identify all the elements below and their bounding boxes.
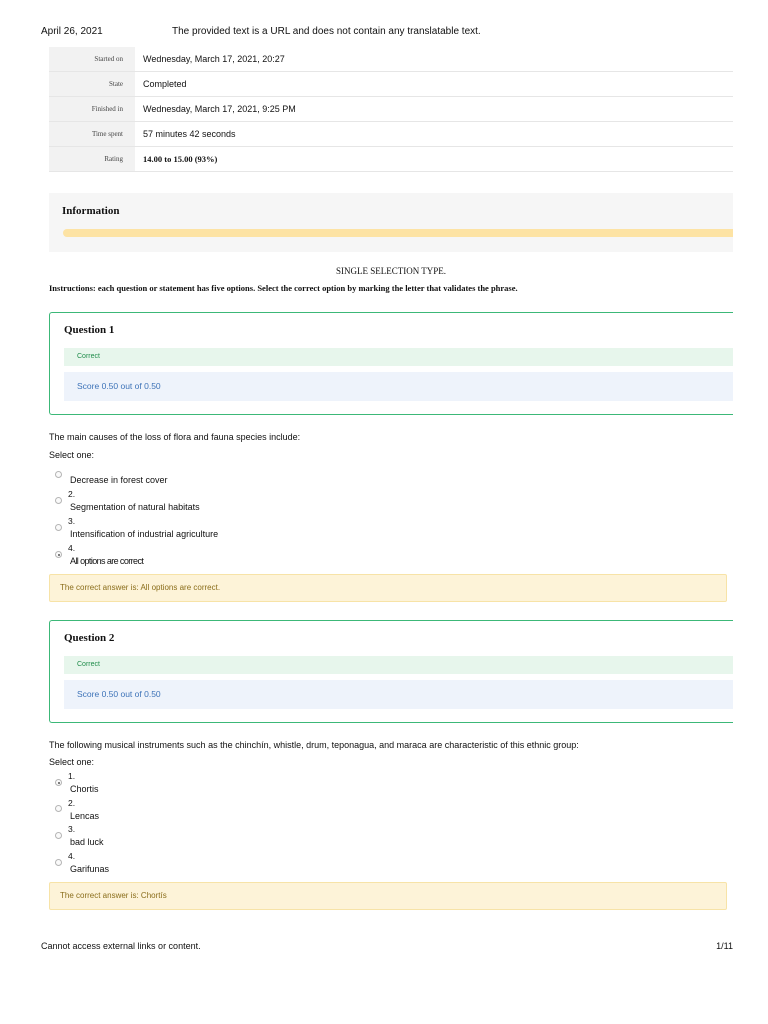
summary-value: Wednesday, March 17, 2021, 20:27 xyxy=(135,47,733,72)
question-2-card xyxy=(49,620,733,723)
option-label: Chortis xyxy=(70,784,99,794)
question-state-badge: Correct xyxy=(64,656,733,674)
option-radio-selected[interactable] xyxy=(55,551,62,558)
option-radio[interactable] xyxy=(55,805,62,812)
header-note: The provided text is a URL and does not contain any translatable text. xyxy=(172,26,481,37)
summary-label: State xyxy=(49,72,135,97)
option-radio[interactable] xyxy=(55,859,62,866)
option-number: 2. xyxy=(68,798,76,808)
information-highlight-bar xyxy=(63,229,733,237)
option-radio[interactable] xyxy=(55,524,62,531)
summary-label: Started on xyxy=(49,47,135,72)
summary-label: Time spent xyxy=(49,122,135,147)
question-score: Score 0.50 out of 0.50 xyxy=(64,680,733,709)
summary-label: Finished in xyxy=(49,97,135,122)
information-title: Information xyxy=(62,205,120,217)
attempt-summary-table xyxy=(49,47,733,172)
option-label: Segmentation of natural habitats xyxy=(70,502,200,512)
option-label: Lencas xyxy=(70,811,100,821)
option-radio-selected[interactable] xyxy=(55,779,62,786)
question-score: Score 0.50 out of 0.50 xyxy=(64,372,733,401)
question-text: The main causes of the loss of flora and fauna species include: xyxy=(49,432,301,442)
select-one-label: Select one: xyxy=(49,757,95,767)
option-number: 1. xyxy=(68,771,76,781)
option-number: 2. xyxy=(68,489,76,499)
option-radio[interactable] xyxy=(55,497,62,504)
option-number: 3. xyxy=(68,824,76,834)
summary-row xyxy=(49,147,733,172)
summary-value: 57 minutes 42 seconds xyxy=(135,122,733,147)
summary-value: 14.00 to 15.00 (93%) xyxy=(135,147,733,172)
header-date: April 26, 2021 xyxy=(41,26,103,37)
question-state-badge: Correct xyxy=(64,348,733,366)
summary-row xyxy=(49,47,733,72)
select-one-label: Select one: xyxy=(49,450,95,460)
option-number: 4. xyxy=(68,543,76,553)
option-label: Intensification of industrial agriculture xyxy=(70,529,219,539)
option-radio[interactable] xyxy=(55,471,62,478)
option-number: 4. xyxy=(68,851,76,861)
footer-note: Cannot access external links or content. xyxy=(41,941,201,951)
correct-answer-feedback: The correct answer is: Chortís xyxy=(49,882,727,910)
instructions-text: Instructions: each question or statement has five options. Select the correct option by marking the letter that validates the phrase. xyxy=(49,283,518,293)
option-label: Garifunas xyxy=(70,864,110,874)
summary-value: Wednesday, March 17, 2021, 9:25 PM xyxy=(135,97,733,122)
option-radio[interactable] xyxy=(55,832,62,839)
option-label: bad luck xyxy=(70,837,104,847)
correct-answer-feedback: The correct answer is: All options are correct. xyxy=(49,574,727,602)
section-title: SINGLE SELECTION TYPE. xyxy=(335,266,447,276)
option-label: All options are correct xyxy=(70,556,144,566)
information-box xyxy=(49,193,733,252)
option-number: 3. xyxy=(68,516,76,526)
question-text: The following musical instruments such as the chinchín, whistle, drum, teponagua, and maraca are characteristic of this ethnic group: xyxy=(49,740,579,750)
summary-value: Completed xyxy=(135,72,733,97)
option-label: Decrease in forest cover xyxy=(70,475,168,485)
question-1-card xyxy=(49,312,733,415)
summary-label: Rating xyxy=(49,147,135,172)
question-title: Question 1 xyxy=(64,324,115,336)
summary-row xyxy=(49,122,733,147)
summary-row xyxy=(49,72,733,97)
summary-row xyxy=(49,97,733,122)
question-title: Question 2 xyxy=(64,632,115,644)
page-number: 1/11 xyxy=(716,941,733,951)
